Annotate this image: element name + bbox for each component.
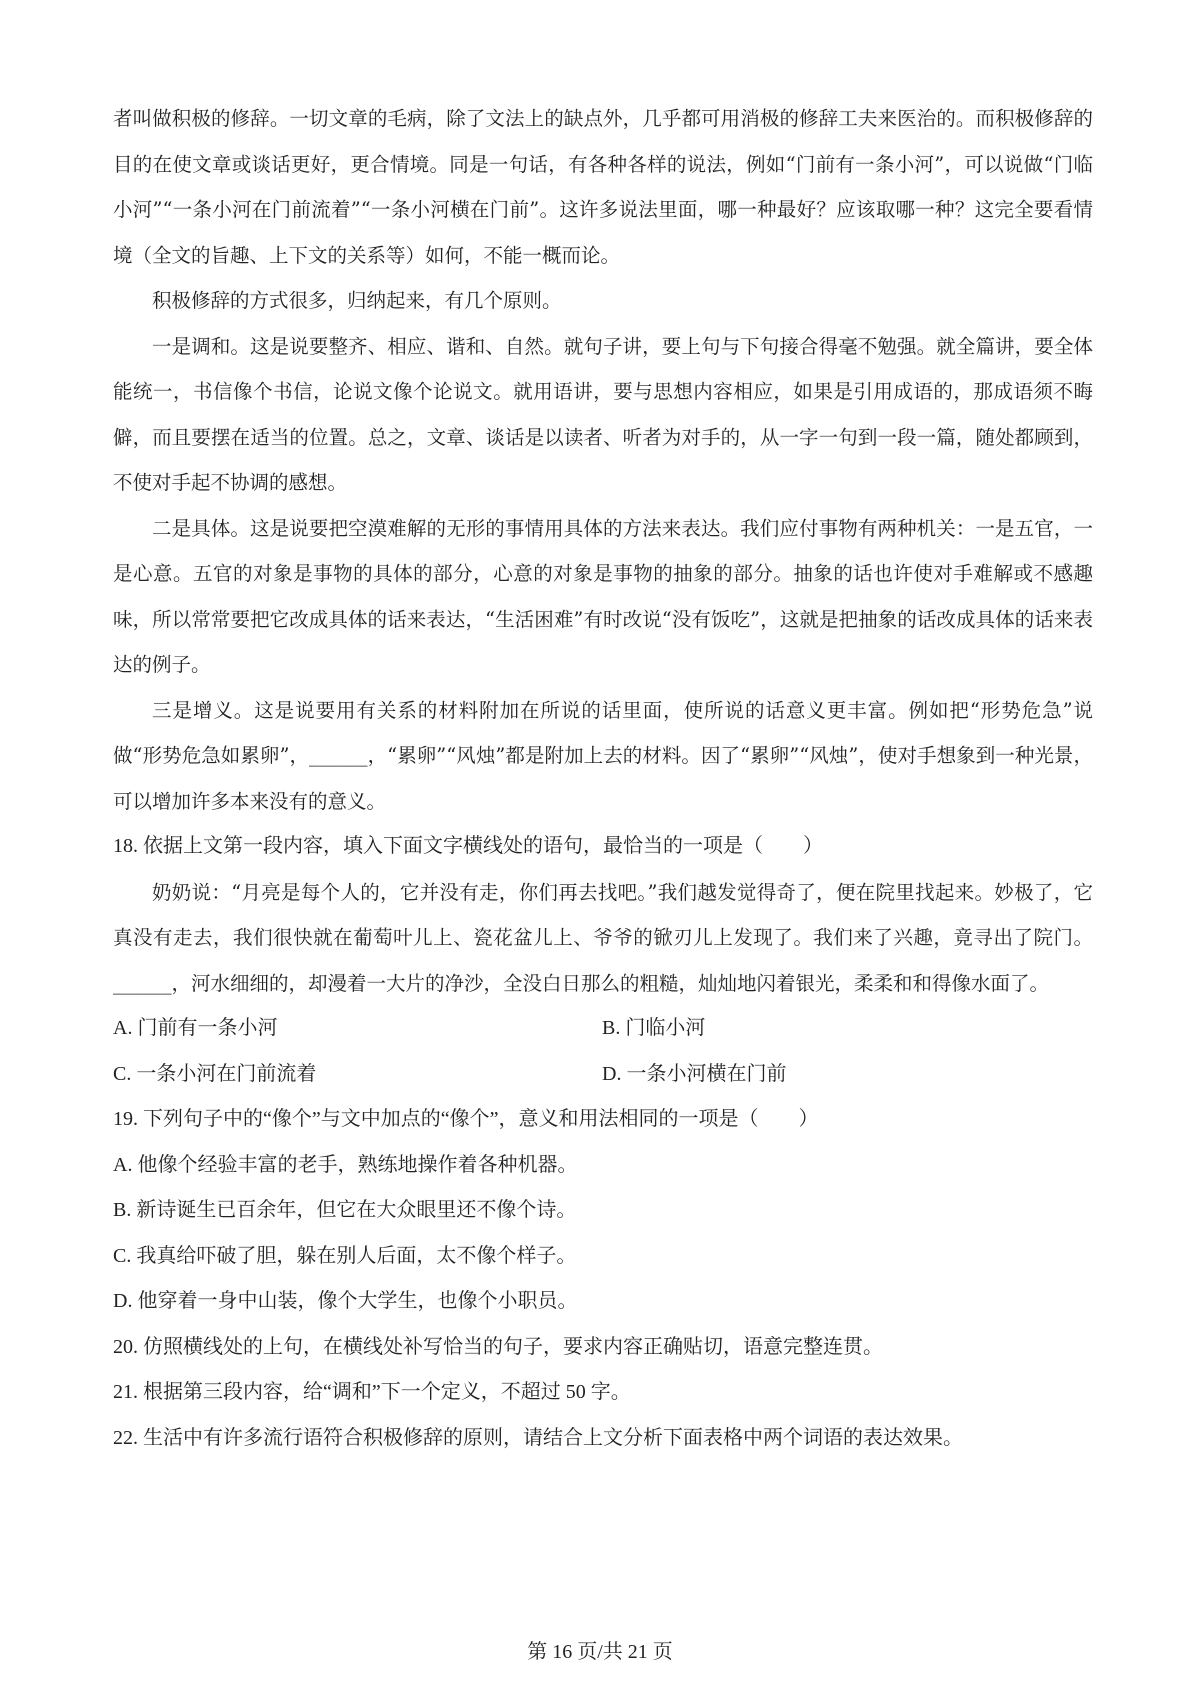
question-20: 20. 仿照横线处的上句，在横线处补写恰当的句子，要求内容正确贴切，语意完整连贯。 xyxy=(113,1335,883,1358)
question-19-option-c: C. 我真给吓破了胆，躲在别人后面，太不像个样子。 xyxy=(113,1244,577,1267)
question-19-option-d: D. 他穿着一身中山装，像个大学生，也像个小职员。 xyxy=(113,1290,578,1312)
question-18-options xyxy=(113,1006,1093,1097)
passage-paragraph-5: 三是增义。这是说要用有关系的材料附加在所说的话里面，使所说的话意义更丰富。例如把“形势危急”说做“形势危急如累卵”，______，“累卵”“风烛”都是附加上去的材料。因了“累卵”“风烛”，使对手想象到一种光景，可以增加许多本来没有的意义。 xyxy=(113,698,1093,813)
page-number-footer: 第 16 页/共 21 页 xyxy=(527,1641,673,1663)
question-19-stem: 19. 下列句子中的“像个”与文中加点的“像个”，意义和用法相同的一项是（ ） xyxy=(113,1108,819,1130)
passage-paragraph-4: 二是具体。这是说要把空漠难解的无形的事情用具体的方法来表达。我们应付事物有两种机关：一是五官，一是心意。五官的对象是事物的具体的部分，心意的对象是事物的抽象的部分。抽象的话也许使对手难解或不感趣味，所以常常要把它改成具体的话来表达，“生活困难”有时改说“没有饭吃”，这就是把抽象的话改成具体的话来表达的例子。 xyxy=(113,516,1093,676)
passage-paragraph-2: 积极修辞的方式很多，归纳起来，有几个原则。 xyxy=(152,289,562,312)
passage-paragraph-3: 一是调和。这是说要整齐、相应、谐和、自然。就句子讲，要上句与下句接合得毫不勉强。就全篇讲，要全体能统一，书信像个书信，论说文像个论说文。就用语讲，要与思想内容相应，如果是引用成语的，那成语须不晦僻，而且要摆在适当的位置。总之，文章、谈话是以读者、听者为对手的，从一字一句到一段一篇，随处都顾到，不使对手起不协调的感想。 xyxy=(113,334,1093,494)
question-18-text: 奶奶说：“月亮是每个人的，它并没有走，你们再去找吧。”我们越发觉得奇了，便在院里找起来。妙极了，它真没有走去，我们很快就在葡萄叶儿上、瓷花盆儿上、爷爷的锨刃儿上发现了。我们来了兴趣，竟寻出了院门。______，河水细细的，却漫着一大片的净沙，全没白日那么的粗糙，灿灿地闪着银光，柔柔和和得像水面了。 xyxy=(113,880,1093,995)
question-19-option-a: A. 他像个经验丰富的老手，熟练地操作着各种机器。 xyxy=(113,1153,578,1176)
question-22: 22. 生活中有许多流行语符合积极修辞的原则，请结合上文分析下面表格中两个词语的表达效果。 xyxy=(113,1426,963,1449)
question-18-option-a: A. 门前有一条小河 xyxy=(113,1017,278,1039)
question-18-option-d: D. 一条小河横在门前 xyxy=(602,1062,787,1085)
question-18-stem: 18. 依据上文第一段内容，填入下面文字横线处的语句，最恰当的一项是（ ） xyxy=(113,835,823,857)
question-21: 21. 根据第三段内容，给“调和”下一个定义，不超过 50 字。 xyxy=(113,1381,631,1403)
page-content xyxy=(113,96,1093,1461)
question-18-option-c: C. 一条小河在门前流着 xyxy=(113,1062,317,1085)
passage-paragraph-1: 者叫做积极的修辞。一切文章的毛病，除了文法上的缺点外，几乎都可用消极的修辞工夫来医治的。而积极修辞的目的在使文章或谈话更好，更合情境。同是一句话，有各种各样的说法，例如“门前有一条小河”，可以说做“门临小河”“一条小河在门前流着”“一条小河横在门前”。这许多说法里面，哪一种最好？应该取哪一种？这完全要看情境（全文的旨趣、上下文的关系等）如何，不能一概而论。 xyxy=(113,107,1093,267)
question-18-option-b: B. 门临小河 xyxy=(602,1017,706,1039)
question-19-option-b: B. 新诗诞生已百余年，但它在大众眼里还不像个诗。 xyxy=(113,1199,577,1221)
